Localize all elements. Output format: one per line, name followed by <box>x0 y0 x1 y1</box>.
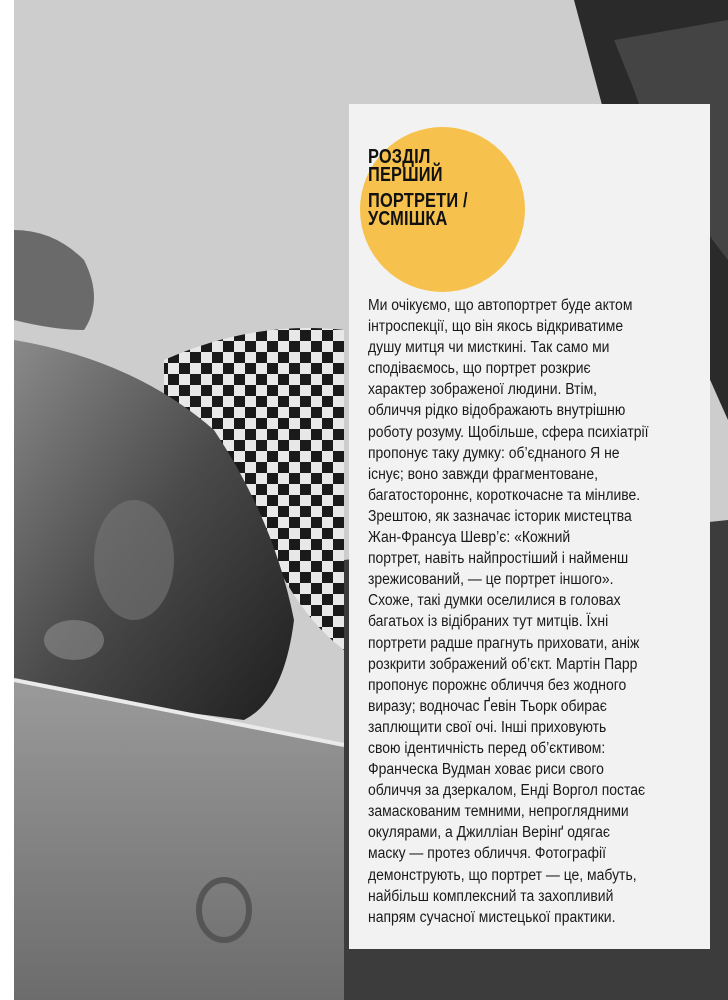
body-line: характер зображеної людини. Втім, <box>368 381 598 399</box>
body-line: окулярами, а Джилліан Верінґ одягає <box>368 824 611 842</box>
body-line: пропонує таку думку: об’єднаного Я не <box>368 444 620 462</box>
chapter-label-line2: ПЕРШИЙ <box>368 164 443 186</box>
chapter-title-line2: УСМІШКА <box>368 208 448 230</box>
body-line: портрет, навіть найпростіший і найменш <box>368 550 629 568</box>
body-line: зрежисований, — це портрет іншого». <box>368 571 614 589</box>
body-line: багатостороннє, короткочасне та мінливе. <box>368 486 641 504</box>
body-line: портрети радше прагнуть приховати, аніж <box>368 634 640 652</box>
chapter-title-line1: ПОРТРЕТИ / <box>368 190 468 212</box>
body-line: розкрити зображений об’єкт. Мартін Парр <box>368 655 638 673</box>
body-line: існує; воно завжди фрагментоване, <box>368 465 599 483</box>
body-line: душу митця чи мисткині. Так само ми <box>368 339 610 357</box>
body-line: обличчя за дзеркалом, Енді Воргол постає <box>368 782 646 800</box>
body-line: маску — протез обличчя. Фотографії <box>368 845 606 863</box>
body-line: Зрештою, як зазначає історик мистецтва <box>368 507 632 525</box>
body-line: виразу; водночас Ґевін Тьорк обирає <box>368 697 607 715</box>
body-line: демонструють, що портрет — це, мабуть, <box>368 866 637 884</box>
body-line: багатьох із відібраних тут митців. Їхні <box>368 613 609 631</box>
body-line: Жан-Франсуа Шевр’є: «Кожний <box>368 529 571 547</box>
body-line: Схоже, такі думки оселилися в головах <box>368 592 621 610</box>
body-line: заплющити свої очі. Інші приховують <box>368 718 607 736</box>
body-line: замаскованим темними, непроглядними <box>368 803 629 821</box>
body-line: обличчя рідко відображають внутрішню <box>368 402 626 420</box>
body-line: Франческа Вудман ховає риси свого <box>368 761 604 779</box>
chapter-label-line1: РОЗДІЛ <box>368 146 431 168</box>
body-line: роботу розуму. Щобільше, сфера психіатрії <box>368 423 649 441</box>
body-line: Ми очікуємо, що автопортрет буде актом <box>368 297 633 314</box>
body-line: найбільш комплексний та захопливий <box>368 887 614 905</box>
body-line: сподіваємось, що портрет розкриє <box>368 360 591 378</box>
body-line: напрям сучасної мистецької практики. <box>368 908 616 926</box>
body-line: інтроспекції, що він якось відкриватиме <box>368 318 624 336</box>
body-paragraph <box>368 295 683 928</box>
body-line: пропонує порожнє обличчя без жодного <box>368 676 627 694</box>
body-line: свою ідентичність перед об’єктивом: <box>368 739 606 757</box>
chapter-heading <box>368 148 491 228</box>
